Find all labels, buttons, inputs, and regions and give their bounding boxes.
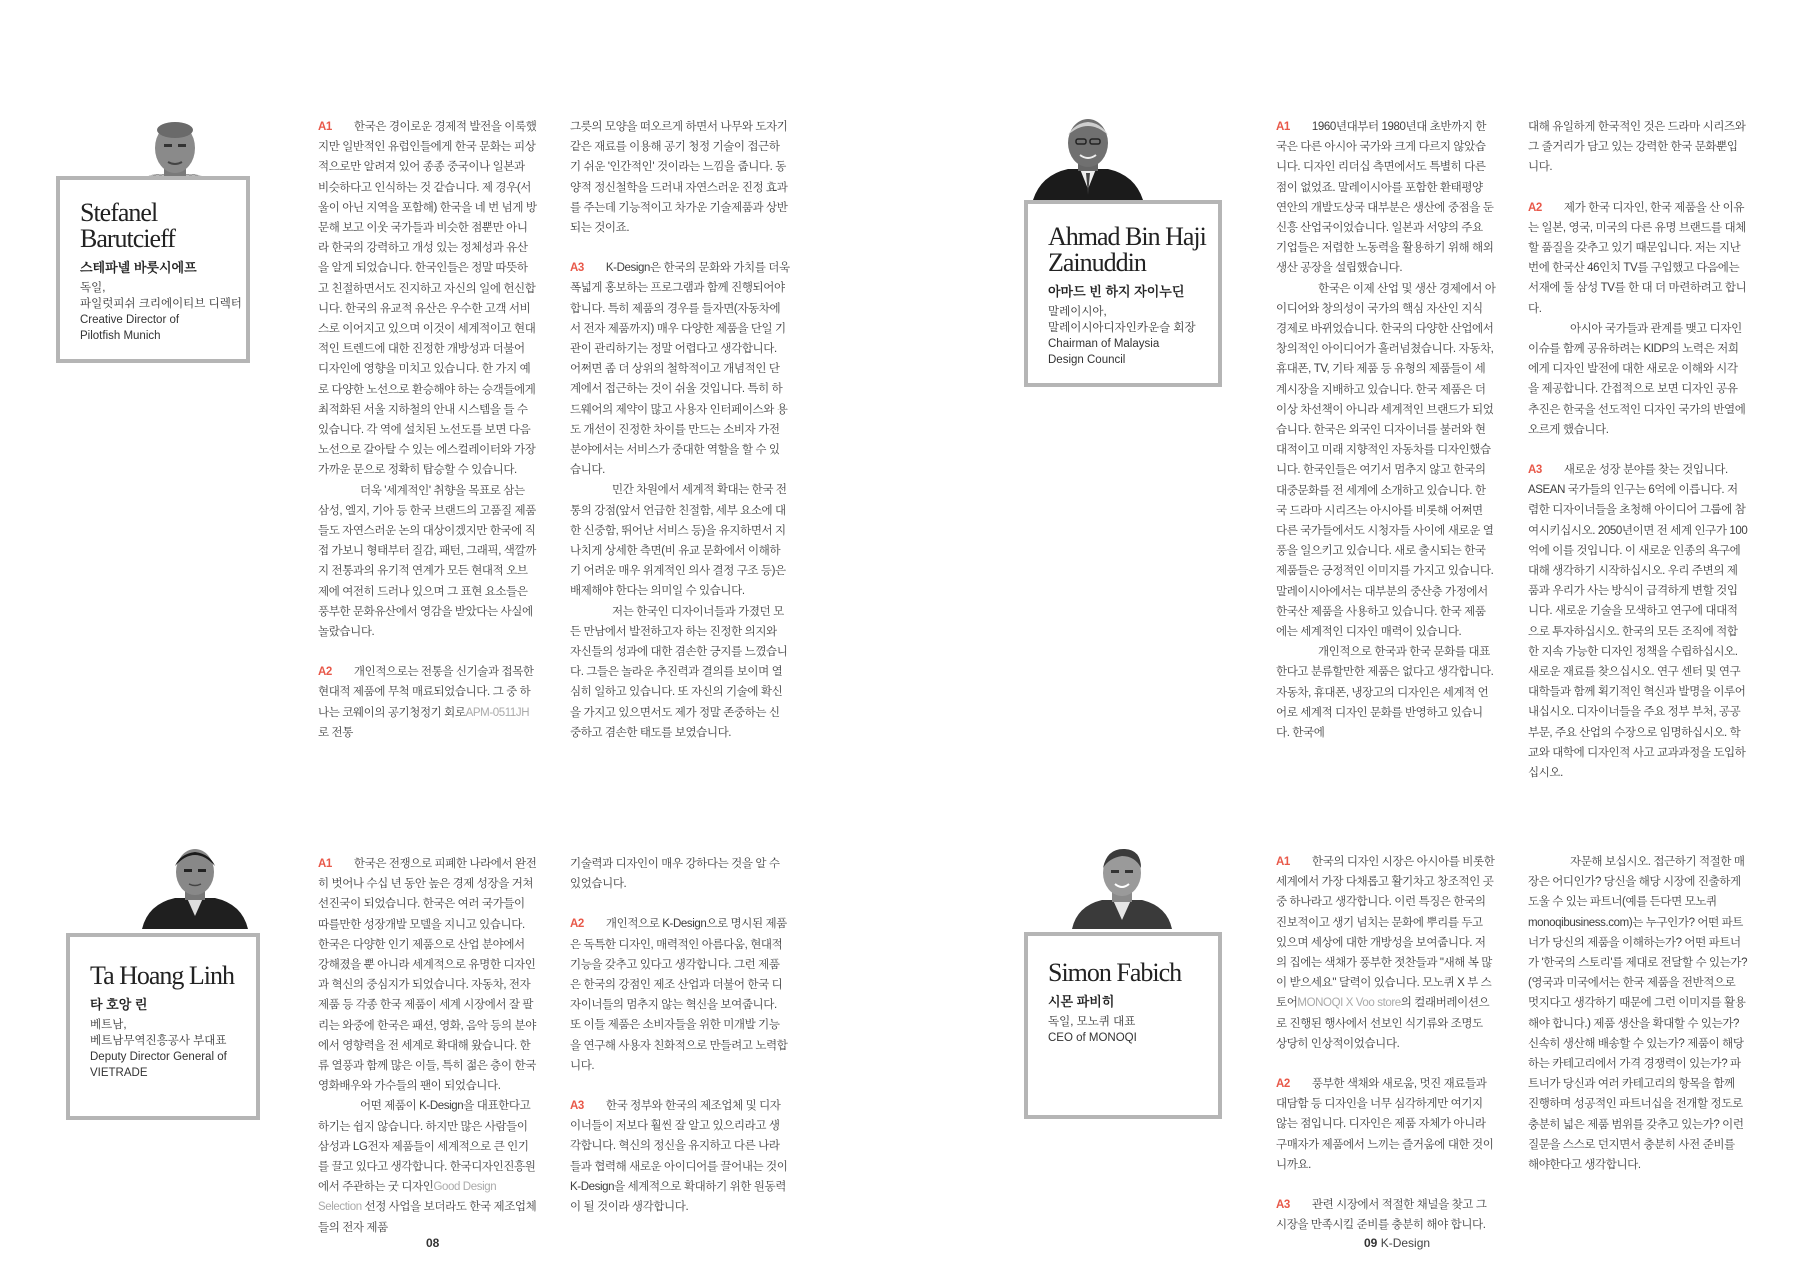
profile-card-ahmad [1024, 200, 1222, 387]
text-column-stefanel-2: 그릇의 모양을 떠오르게 하면서 나무와 도자기 같은 재료를 이용해 공기 청정 기술이 접근하기 쉬운 '인간적인' 것이라는 느낌을 줍니다. 동양적 정신철학을 드러내 자연스러운 진정 효과를 주는데 기능적이고 차가운 기술제품과 상반되는 것이죠. A3 K-Design은 한국의 문화와 가치를 더욱 폭넓게 홍보하는 프로그램과 함께 진행되어야 합니다. 특히 제품의 경우를 들자면(자동차에서 전자 제품까지) 매우 다양한 제품을 단일 기관이 관리하기는 정말 어렵다고 생각합니다. 어쩌면 좀 더 상위의 철학적이고 개념적인 단계에서 접근하는 것이 쉬울 것입니다. 특히 하드웨어의 제약이 많고 사용자 인터페이스와 용도 개선이 진정한 차이를 만드는 소비자 가전 분야에서는 서비스가 중대한 역할을 할 수 있습니다. 민간 차원에서 세계적 확대는 한국 전통의 강점(앞서 언급한 친절함, 세부 요소에 대한 신중함, 뛰어난 서비스 등)을 유지하면서 지나치게 상세한 측면(비 유교 문화에서 이해하기 어려운 매우 위계적인 의사 결정 구조 등)은 배제해야 한다는 의미일 수 있습니다. 저는 한국인 디자이너들과 가졌던 모든 만남에서 발전하고자 하는 진정한 의지와 자신들의 성과에 대한 겸손한 긍지를 느꼈습니다. 그들은 놀라운 추진력과 결의를 보이며 열심히 일하고 있습니다. 또 자신의 기술에 확신을 가지고 있으면서도 제가 정말 존중하는 신중하고 겸손한 태도를 보였습니다. [570, 121, 790, 739]
profile-card-simon [1024, 932, 1222, 1119]
page-number-right: 09 K-Design [1364, 1236, 1431, 1250]
profile-korean-name: 아마드 빈 하지 자이누딘 [1048, 284, 1185, 299]
portrait-simon [1067, 844, 1177, 929]
brand-label: K-Design [1380, 1236, 1431, 1250]
text-column-linh-2: 기술력과 디자인이 매우 강하다는 것을 알 수 있었습니다. A2 개인적으로 K-Design으로 명시된 제품은 독특한 디자인, 매력적인 아름다움, 현대적 기능을 갖추고 있다고 생각합니다. 그런 제품은 한국의 강점인 제조 산업과 더불어 한국 디자이너들의 멈추지 않는 혁신을 보여줍니다. 또 이들 제품은 소비자들을 위한 미개발 기능을 연구해 사용자 친화적으로 만들려고 노력합니다. A3 한국 정부와 한국의 제조업체 및 디자이너들이 저보다 훨씬 잘 알고 있으리라고 생각합니다. 혁신의 정신을 유지하고 다른 나라들과 협력해 새로운 아이디어를 끌어내는 것이 K-Design을 세계적으로 확대하기 위한 원동력이 될 것이라 생각합니다. [570, 858, 788, 1214]
profile-info: 독일, 파일럿피쉬 크리에이티브 디렉터 Creative Director of Pilotfish Munich [80, 282, 242, 342]
profile-korean-name: 스테파넬 바룻시에프 [80, 260, 197, 275]
profile-card-linh [66, 933, 260, 1120]
profile-korean-name: 타 호앙 린 [90, 997, 148, 1012]
portrait-linh [140, 844, 250, 929]
text-column-linh-1: A1 한국은 전쟁으로 피폐한 나라에서 완전히 벗어나 수십 년 동안 높은 경제 성장을 거쳐 선진국이 되었습니다. 한국은 여러 국가들이 따를만한 성장개발 모델을 지니고 있습니다. 한국은 다양한 인기 제품으로 산업 분야에서 강해졌을 뿐 아니라 세계적으로 유명한 디자인과 혁신의 중심지가 되었습니다. 자동차, 전자 제품 등 각종 한국 제품이 세계 시장에서 잘 팔리는 와중에 한국은 패션, 영화, 음악 등의 분야에서 영향력을 전 세계로 확대해 왔습니다. 한류 열풍과 함께 많은 이들, 특히 젊은 층이 한국 영화배우와 가수들의 팬이 되었습니다. 어떤 제품이 K-Design을 대표한다고 하기는 쉽지 않습니다. 하지만 많은 사람들이 삼성과 LG전자 제품들이 세계적으로 큰 인기를 끌고 있다고 생각합니다. 한국디자인진흥원에서 주관하는 굿 디자인Good Design Selection 선정 사업을 보더라도 한국 제조업체들의 전자 제품 [318, 858, 537, 1234]
text-column-simon-2: 자문해 보십시오. 접근하기 적절한 매장은 어디인가? 당신을 해당 시장에 진출하게 도울 수 있는 파트너(예를 든다면 모노퀴monoqibusiness.com)는 누구인가? 어떤 파트너가 당신의 제품을 이해하는가? 어떤 파트너가 '한국의 스토리'를 제대로 전달할 수 있는가?(영국과 미국에서는 한국 제품을 전반적으로 멋지다고 생각하기 때문에 그런 이미지를 활용해야 합니다.) 제품 생산을 확대할 수 있는가? 신속히 생산해 배송할 수 있는가? 제품이 해당하는 카테고리에서 가격 경쟁력이 있는가? 파트너가 당신과 여러 카테고리의 항목을 함께 진행하며 성공적인 파트너십을 전개할 정도로 충분히 넓은 제품 범위를 갖추고 있는가? 이런 질문을 스스로 던지면서 충분히 사전 준비를 해야한다고 생각합니다. [1528, 856, 1748, 1172]
profile-name: Ta Hoang Linh [90, 961, 235, 990]
profile-info: 베트남, 베트남무역진흥공사 부대표 Deputy Director General of VIETRADE [90, 1019, 227, 1079]
text-column-stefanel-1: A1 한국은 경이로운 경제적 발전을 이룩했지만 일반적인 유럽인들에게 한국 문화는 피상적으로만 알려져 있어 종종 중국이나 일본과 비슷하다고 인식하는 것 같습니다. 제 경우(서울이 아닌 지역을 포함해) 한국을 네 번 넘게 방문해 보고 이웃 국가들과 비슷한 점뿐만 아니라 한국의 강력하고 개성 있는 정체성과 유산을 알게 되었습니다. 한국인들은 정말 따뜻하고 친절하면서도 진지하고 자신의 일에 헌신합니다. 한국의 유교적 유산은 우수한 고객 서비스로 이어지고 있으며 이것이 세계적이고 현대적인 트렌드에 대한 진정한 개방성과 더불어 디자인에 영향을 미치고 있습니다. 한 가지 예로 다양한 노선으로 환승해야 하는 승객들에게 최적화된 서울 지하철의 안내 시스템을 들 수 있습니다. 각 역에 설치된 노선도를 보면 다음 노선으로 갈아탈 수 있는 에스컬레이터와 가장 가까운 문으로 정확히 탑승할 수 있습니다. 더욱 '세계적인' 취향을 목표로 삼는 삼성, 엘지, 기아 등 한국 브랜드의 고품질 제품들도 자연스러운 논의 대상이겠지만 한국에 직접 가보니 형태부터 질감, 패턴, 그래픽, 색깔까지 전통과의 유기적 연계가 모든 현대적 오브제에 여전히 드러나 있으며 그 표현 요소들은 풍부한 문화유산에서 영감을 받았다는 사실에 놀랐습니다. A2 개인적으로는 전통을 신기술과 접목한 현대적 제품에 무척 매료되었습니다. 그 중 하나는 코웨이의 공기청정기 회로APM-0511JH로 전통 [318, 121, 537, 739]
profile-name: Ahmad Bin Haji Zainuddin [1048, 222, 1206, 277]
portrait-ahmad [1033, 115, 1143, 200]
page-number-left: 08 [426, 1236, 440, 1250]
profile-info: 독일, 모노퀴 대표 CEO of MONOQI [1048, 1016, 1137, 1044]
text-column-ahmad-1: A1 1960년대부터 1980년대 초반까지 한국은 다른 아시아 국가와 크게 다르지 않았습니다. 디자인 리더십 측면에서도 특별히 다른 점이 없었죠. 말레이시아를 포함한 환태평양 연안의 개발도상국 대부분은 생산에 중점을 둔 신흥 산업국이었습니다. 일본과 서양의 주요 기업들은 저렴한 노동력을 활용하기 위해 해외 생산 공장을 설립했습니다. 한국은 이제 산업 및 생산 경제에서 아이디어와 창의성이 국가의 핵심 자산인 지식 경제로 바뀌었습니다. 한국의 다양한 산업에서 창의적인 아이디어가 흘러넘쳤습니다. 자동차, 휴대폰, TV, 기타 제품 등 유형의 제품들이 세계시장을 지배하고 있습니다. 한국 제품은 더 이상 차선책이 아니라 세계적인 브랜드가 되었습니다. 한국은 외국인 디자이너를 불러와 현대적이고 미래 지향적인 자동차를 디자인했습니다. 한국인들은 여기서 멈추지 않고 한국의 대중문화를 전 세계에 소개하고 있습니다. 한국 드라마 시리즈는 아시아를 비롯해 어쩌면 다른 국가들에서도 시청자들 사이에 새로운 열풍을 일으키고 있습니다. 새로 출시되는 한국 제품들은 긍정적인 이미지를 가지고 있습니다. 말레이시아에서는 대부분의 중산층 가정에서 한국산 제품을 사용하고 있습니다. 한국 제품에는 세계적인 디자인 매력이 있습니다. 개인적으로 한국과 한국 문화를 대표한다고 분류할만한 제품은 없다고 생각합니다. 자동차, 휴대폰, 냉장고의 디자인은 세계적 언어로 세계적 디자인 문화를 반영하고 있습니다. 한국에 [1276, 121, 1496, 740]
text-column-ahmad-2: 대해 유일하게 한국적인 것은 드라마 시리즈와 그 줄거리가 담고 있는 강력한 한국 문화뿐입니다. A2 제가 한국 디자인, 한국 제품을 산 이유는 일본, 영국, 미국의 다른 유명 브랜드를 대체할 품질을 갖추고 있기 때문입니다. 저는 지난번에 한국산 46인치 TV를 구입했고 다음에는 서재에 둘 삼성 TV를 한 대 더 마련하려고 합니다. 아시아 국가들과 관계를 맺고 디자인 이슈를 함께 공유하려는 KIDP의 노력은 저희에게 디자인 발전에 대한 새로운 이해와 시각을 제공합니다. 간접적으로 보면 디자인 공유 추진은 한국을 선도적인 디자인 국가의 반열에 오르게 했습니다. A3 새로운 성장 분야를 찾는 것입니다. ASEAN 국가들의 인구는 6억에 이릅니다. 저렴한 디자이너들을 초청해 아이디어 그룹에 참여시키십시오. 2050년이면 전 세계 인구가 100억에 이를 것입니다. 이 새로운 인종의 욕구에 대해 생각하기 시작하십시오. 우리 주변의 제품과 우리가 사는 방식이 급격하게 변할 것입니다. 새로운 기술을 모색하고 연구에 대대적으로 투자하십시오. 한국의 모든 조직에 적합한 지속 가능한 디자인 정책을 수립하십시오. 새로운 재료를 찾으십시오. 연구 센터 및 연구 대학들과 함께 획기적인 혁신과 발명을 이루어 내십시오. 디자이너들을 주요 정부 부처, 공공 부문, 주요 산업의 수장으로 임명하십시오. 학교와 대학에 디자인적 사고 교과과정을 도입하십시오. [1528, 121, 1748, 780]
profile-name: Simon Fabich [1048, 958, 1182, 987]
profile-info: 말레이시아, 말레이시아디자인카운슬 회장 Chairman of Malaysia Design Council [1048, 306, 1196, 366]
profile-korean-name: 시몬 파비히 [1048, 994, 1115, 1009]
profile-card-stefanel [56, 176, 250, 363]
profile-name: Stefanel Barutcieff [80, 198, 175, 253]
text-column-simon-1: A1 한국의 디자인 시장은 아시아를 비롯한 세계에서 가장 다채롭고 활기차고 창조적인 곳 중 하나라고 생각합니다. 이런 특징은 한국의 진보적이고 생기 넘치는 문화에 뿌리를 두고 있으며 세상에 대한 개방성을 보여줍니다. 저의 집에는 색채가 풍부한 젓찬들과 "새해 복 많이 받으세요" 달력이 있습니다. 모노퀴 X 부 스토어MONOQI X Voo store의 컬래버레이션으로 진행된 행사에서 선보인 식기류와 조명도 상당히 인상적이었습니다. A2 풍부한 색채와 새로움, 멋진 재료들과 대담함 등 디자인을 너무 심각하게만 여기지 않는 점입니다. 디자인은 제품 자체가 아니라 구매자가 제품에서 느끼는 즐거움에 대한 것이니까요. A3 관련 시장에서 적절한 채널을 찾고 그 시장을 만족시킬 준비를 충분히 해야 합니다. [1276, 856, 1495, 1232]
